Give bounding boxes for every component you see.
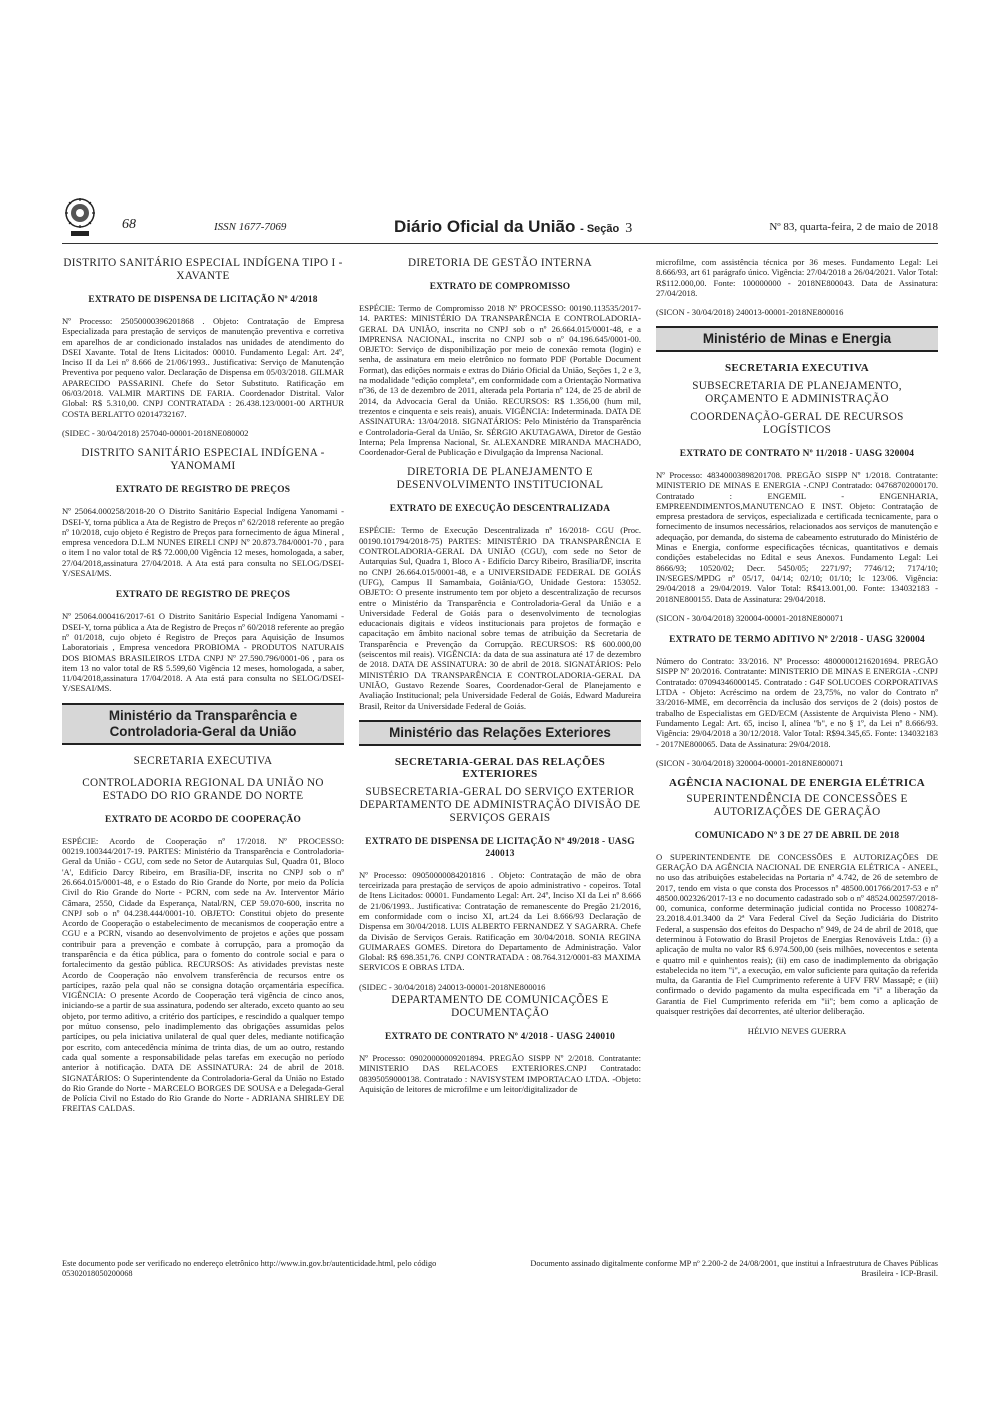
gazette-title-text: Diário Oficial da União bbox=[394, 217, 576, 236]
extract-title: COMUNICADO Nº 3 DE 27 DE ABRIL DE 2018 bbox=[694, 830, 900, 841]
extract-title: EXTRATO DE DISPENSA DE LICITAÇÃO Nº 4/2018 bbox=[88, 295, 318, 305]
section-heading: DISTRITO SANITÁRIO ESPECIAL INDÍGENA - YANOMAMI bbox=[81, 447, 325, 473]
section-label: - Seção bbox=[580, 223, 620, 235]
ministry-banner: Ministério da Transparência e Controladoria-Geral da União bbox=[62, 703, 344, 745]
imprensa-nacional-seal-icon bbox=[62, 197, 98, 241]
extract-title: EXTRATO DE CONTRATO Nº 11/2018 - UASG 320004 bbox=[679, 448, 915, 459]
sicon-reference: (SICON - 30/04/2018) 320004-00001-2018NE800071 bbox=[656, 612, 844, 623]
extract-body: ESPÉCIE: Termo de Execução Descentralizada nº 16/2018- CGU (Proc. 00190.101794/2018-75) PARTES: MINISTÉRIO DA TRANSPARÊNCIA E CONTROLADORIA-GERAL DA UNIÃO (CGU), com sede no Setor de Autarquias Sul, Quadra 1, Bloco A - Edifício Darcy Ribeiro, Brasília/DF, inscrita no CNPJ 26.664.015/0001-48, e a UNIVERSIDADE FEDERAL DE GOIÁS (UFG), Campus II Samambaia, Goiânia/GO, Unidade Gestora: 153052. OBJETO: O presente instrumento tem por objeto a descentralização de recursos entre o Ministério da Transparência e Controladoria-Geral da União e a Universidade Federal de Goiás para o desenvolvimento de tecnologias educacionais digitais e vídeos institucionais para projetos de formação e capacitação em âmbito nacional sobre temas de atribuição da Secretaria de Transparência e Prevenção da Corrupção. RECURSOS: R$ 600.000,00 (seiscentos mil reais). VIGÊNCIA: da data de sua assinatura até 17 de dezembro de 2018. DATA DE ASSINATURA: 30 de abril de 2018. SIGNATÁRIOS: Pelo MINISTÉRIO DA TRANSPARÊNCIA E CONTROLADORIA-GERAL DA UNIÃO, Gustavo Rezende Soares, Coordenador-Geral de Planejamento e Avaliação Institucional; pela Universidade Federal de Goiás, Edward Madureira Brasil, Reitor da Universidade Federal de Goiás. bbox=[359, 525, 641, 711]
extract-title: EXTRATO DE COMPROMISSO bbox=[429, 282, 571, 292]
ministry-banner: Ministério de Minas e Energia bbox=[656, 326, 938, 352]
extract-body: Nº Processo: 09020000009201894. PREGÃO SISPP Nº 2/2018. Contratante: MINISTERIO DAS RELACOES EXTERIORES.CNPJ Contratado: 08395059000138. Contratado : NAVISYSTEM IMPORTACAO LTDA. -Objeto: Aquisição de leitores de microfilme e um leitor/digitalizador de bbox=[359, 1053, 641, 1094]
sicon-reference: (SICON - 30/04/2018) 240013-00001-2018NE800016 bbox=[656, 307, 844, 318]
section-number: 3 bbox=[625, 221, 633, 236]
extract-body: Nº Processo: 48340003898201708. PREGÃO SISPP Nº 1/2018. Contratante: MINISTERIO DE MINAS E ENERGIA -.CNPJ Contratado: 04768702000170. Contratado : ENGEMIL - ENGENHARIA, EMPREENDIMENTOS,MANUTENCAO E INST. Objeto: Contratação de empresa prestadora de serviços, especializada e certificada tecnicamente, para o fornecimento de insumos necessários, relacionados aos serviços de manutenção e adequação, por demanda, do sistema de cabeamento estruturado do Ministério de Minas e Energia, conforme especificações técnicas, quantitativos e demais condições estabelecidas no Edital e seus Anexos. Fundamento Legal: Lei 8666/93; 10520/02; Decr. 5450/05; 2271/97; 7746/12; 7174/10; IN/SEGES/MPDG nº 05/17, 04/14; 02/10; 01/10; lc 123/06. Vigência: 29/04/2018 a 29/04/2019. Valor Total: R$413.001,00. Fonte: 134032183 - 2018NE800155. Data de Assinatura: 29/04/2018. bbox=[656, 469, 938, 604]
gazette-title bbox=[394, 217, 632, 237]
page-number: 68 bbox=[122, 217, 136, 232]
extract-title: EXTRATO DE REGISTRO DE PREÇOS bbox=[115, 485, 291, 496]
extract-title: EXTRATO DE REGISTRO DE PREÇOS bbox=[115, 590, 291, 601]
section-heading: SUBSECRETARIA DE PLANEJAMENTO, ORÇAMENTO E ADMINISTRAÇÃO bbox=[692, 379, 902, 405]
extract-title: EXTRATO DE CONTRATO Nº 4/2018 - UASG 240010 bbox=[384, 1032, 616, 1043]
gazette-page bbox=[62, 215, 938, 1278]
extract-body: O SUPERINTENDENTE DE CONCESSÕES E AUTORIZAÇÕES DE GERAÇÃO DA AGÊNCIA NACIONAL DE ENERGIA ELÉTRICA - ANEEL, no uso das atribuições estabelecidas na Portaria nº 4.742, de 26 de setembro de 2017, tendo em vista o que consta dos Processos nº 48500.001766/2017-53 e nº 48500.002326/2017-13 e no documento cadastrado sob o nº 48524.002597/2018-00, comunica, conforme determinação judicial contida no Processo 1008274-23.2018.4.01.3400 da 2ª Vara Federal Cível da Seção Judiciária do Distrito Federal, a suspensão dos efeitos do Despacho nº 949, de 24 de abril de 2018, que determinou à Fotowatio do Brasil Projetos de Energias Renováveis Ltda.: (i) a aplicação de multa no valor R$ 6.974.500,00 (seis milhões, novecentos e setenta e quatro mil e quinhentos reais); (ii) em caso de inadimplemento da obrigação estabelecida no item "i", a execução, em valor suficiente para quitação da referida multa, da Garantia de Fiel Cumprimento referente à UFV FRV Massapê; e (iii) confirmado o devido pagamento da multa especificada em "i" a liberação da Garantia de Fiel Cumprimento referida em "ii"; bem como a aplicação de quaisquer restrições daí decorrentes, até ulterior deliberação. bbox=[656, 851, 938, 1017]
extract-title: EXTRATO DE TERMO ADITIVO Nº 2/2018 - UASG 320004 bbox=[669, 635, 925, 646]
extract-body: microfilme, com assistência técnica por 36 meses. Fundamento Legal: Lei 8.666/93, art 61 parágrafo único. Vigência: 27/04/2018 a 26/04/2021. Valor Total: R$112.000,00. Fonte: 100000000 - 2018NE800043. Data de Assinatura: 27/04/2018. bbox=[656, 257, 938, 298]
extract-title: EXTRATO DE EXECUÇÃO DESCENTRALIZADA bbox=[389, 504, 611, 515]
digital-signature-note: Documento assinado digitalmente conforme MP nº 2.200-2 de 24/08/2001, que institui a Infraestrutura de Chaves Públicas Brasileira - ICP-Brasil. bbox=[530, 1259, 938, 1278]
verification-note: Este documento pode ser verificado no endereço eletrônico http://www.in.gov.br/autenticidade.html, pelo código 05302018050200068 bbox=[62, 1259, 437, 1278]
signature: HÉLVIO NEVES GUERRA bbox=[747, 1026, 847, 1037]
section-heading: COORDENAÇÃO-GERAL DE RECURSOS LOGÍSTICOS bbox=[690, 410, 904, 436]
section-heading: AGÊNCIA NACIONAL DE ENERGIA ELÉTRICA bbox=[669, 777, 925, 790]
section-heading: SECRETARIA EXECUTIVA bbox=[724, 362, 870, 375]
extract-body: Nº 25064.000258/2018-20 O Distrito Sanitário Especial Indígena Yanomami - DSEI-Y, torna pública a Ata de Registro de Preços nº 62/2018 referente ao pregão nº 10/2018, cujo objeto é Registro de Preços para fornecimento de água Mineral , empresa vencedora D.L.M NUNES EIRELI CNPJ Nº 20.873.784/0001-70 , para o item I no valor total de R$ 72.000,00 Vigência 12 meses, homologada, a saber, 27/04/2018,assinatura 27/04/2018. A Ata está para consulta no SELOG/DSEI-Y/SESAI/MS. bbox=[62, 506, 344, 579]
sidec-reference: (SIDEC - 30/04/2018) 240013-00001-2018NE800016 bbox=[359, 981, 546, 992]
section-heading: SECRETARIA EXECUTIVA bbox=[133, 754, 273, 767]
extract-body: Número do Contrato: 33/2016. Nº Processo: 48000001216201694. PREGÃO SISPP Nº 20/2016. Contratante: MINISTERIO DE MINAS E ENERGIA -.CNPJ Contratado: 07094346000145. Contratado : G4F SOLUCOES CORPORATIVAS LTDA - Objeto: Acréscimo na ordem de 23,75%, no valor do Contrato nº 33/2016-MME, em decorrência da inclusão dos serviços de 2 (dois) postos de trabalho de Especialistas em GED/ECM (Assistente de Arquivista Pleno - NM). Fundamento Legal: Art. 65, inciso I, alínea "b", e no § 1º, da Lei nº 8.666/93. Vigência: 29/04/2018 a 30/12/2018. Valor Total: R$94.345,65. Fonte: 134032183 - 2017NE800065. Data de Assinatura: 29/04/2018. bbox=[656, 656, 938, 749]
section-heading: DIRETORIA DE GESTÃO INTERNA bbox=[407, 257, 593, 269]
extract-title: EXTRATO DE DISPENSA DE LICITAÇÃO Nº 49/2018 - UASG 240013 bbox=[365, 836, 635, 859]
edition-date: Nº 83, quarta-feira, 2 de maio de 2018 bbox=[769, 221, 938, 233]
extract-body: Nº 25064.000416/2017-61 O Distrito Sanitário Especial Indígena Yanomami - DSEI-Y, torna pública a Ata de Registro de Preços nº 60/2018 referente ao pregão nº 01/2018, cujo objeto é Registro de Preços para Aquisição de Insumos Laboratoriais , Empresa vencedora PROBIOMA - PRODUTOS NATURAIS DOS BIOMAS BRASILEIROS LTDA CNPJ Nº 27.590.796/0001-06 , para os item 13 no valor total de R$ 5.599,60 Vigência 12 meses, homologada, a saber, 11/04/2018,assinatura 17/04/2018. A Ata está para consulta no SELOG/DSEI-Y/SESAI/MS. bbox=[62, 611, 344, 694]
column-3 bbox=[656, 257, 938, 1045]
column-1 bbox=[62, 257, 344, 1123]
section-heading: DISTRITO SANITÁRIO ESPECIAL INDÍGENA TIPO I - XAVANTE bbox=[63, 257, 343, 282]
extract-body: ESPÉCIE: Acordo de Cooperação nº 17/2018. Nº PROCESSO: 00219.100344/2017-19. PARTES: Ministério da Transparência e Controladoria-Geral da União - CGU, com sede no Setor de Autarquias Sul, Quadra 01, Bloco 'A', Edifício Darcy Ribeiro, em Brasília-DF, inscrita no CNPJ sob o nº 26.664.015/0001-48, e o Estado do Rio Grande do Norte, por meio da Polícia Civil do Rio Grande do Norte - PCRN, com sede na Av. Interventor Mário Câmara, 2550, Cidade da Esperança, Natal/RN, CEP 59.070-600, inscrita no CNPJ sob o nº 04.238.444/0001-10. OBJETO: Constitui objeto do presente Acordo de Cooperação o estabelecimento de mecanismos de cooperação entre a CGU e a PCRN, visando ao desenvolvimento de projetos e ações que possam contribuir para a prevenção e combate à corrupção, para a promoção da transparência e da ética pública, para o fomento do controle social e para o fortalecimento da gestão pública. RECURSOS: As atividades previstas neste Acordo de Cooperação não envolvem transferência de recursos entre os partícipes, razão pela qual não se consigna dotação orçamentária específica. VIGÊNCIA: O presente Acordo de Cooperação terá vigência de cinco anos, iniciando-se a partir de sua assinatura, podendo ser alterado, exceto quanto ao seu objeto, por termo aditivo, a critério dos partícipes, e rescindido a qualquer tempo por mútuo consenso, pelo inadimplemento das obrigações assumidas pelos partícipes, ou pela iniciativa unilateral de qual quer deles, mediante notificação por escrito, com antecedência mínima de trinta dias, de um ao outro, restando cada qual somente a responsabilidade pelas tarefas em execução no período anterior à notificação. DATA DE ASSINATURA: 24 de abril de 2018. SIGNATÁRIOS: O Superintendente da Controladoria-Geral da União no Estado do Rio Grande do Norte - MARCELO BORGES DE SOUSA e a Delegada-Geral de Polícia Civil no Estado do Rio Grande do Norte - ADRIANA SHIRLEY DE FREITAS CALDAS. bbox=[62, 835, 344, 1114]
ministry-banner: Ministério das Relações Exteriores bbox=[359, 720, 641, 746]
extract-body: ESPÉCIE: Termo de Compromisso 2018 Nº PROCESSO: 00190.113535/2017-14. PARTES: MINISTÉRIO DA TRANSPARÊNCIA E CONTROLADORIA-GERAL DA UNIÃO, inscrita no CNPJ sob o nº 26.664.015/0001-48, e a IMPRENSA NACIONAL, inscrita no CNPJ sob o nº 04.196.645/0001-00. OBJETO: Serviço de disponibilização por meio de conexão remota (login) e senha, de assinatura em meio eletrônico no formato PDF (Portable Document Format), das edições normais e extras do Diário Oficial da União, Seções 1, 2 e 3, na modalidade "edição completa", em conformidade com a Orientação Normativa nº36, de 13 de dezembro de 2011, alterada pela Portaria nº 124, de 25 de abril de 2014, da Advocacia Geral da União. RECURSOS: R$ 1.356,00 (hum mil, trezentos e cinquenta e seis reais), anuais. VIGÊNCIA: Indeterminada. DATA DE ASSINATURA: 13/04/2018. SIGNATÁRIOS: Pelo Ministério da Transparência e Controladoria-Geral da União, Sr. SÉRGIO AKUTAGAWA, Diretor de Gestão Interna; Pela Imprensa Nacional, Sr. ALEXANDRE MIRANDA MACHADO, Coordenador-Geral de Publicação e Divulgação da Imprensa Nacional. bbox=[359, 303, 641, 458]
column-2 bbox=[359, 257, 641, 1103]
issn: ISSN 1677-7069 bbox=[214, 221, 287, 233]
section-heading: CONTROLADORIA REGIONAL DA UNIÃO NO ESTADO DO RIO GRANDE DO NORTE bbox=[82, 776, 324, 802]
page-header bbox=[62, 215, 938, 244]
extract-title: EXTRATO DE ACORDO DE COOPERAÇÃO bbox=[105, 814, 301, 825]
section-heading: SECRETARIA-GERAL DAS RELAÇÕES EXTERIORES bbox=[394, 755, 606, 781]
sidec-reference: (SIDEC - 30/04/2018) 257040-00001-2018NE080002 bbox=[62, 427, 249, 438]
section-heading: SUBSECRETARIA-GERAL DO SERVIÇO EXTERIOR DEPARTAMENTO DE ADMINISTRAÇÃO DIVISÃO DE SERVIÇOS GERAIS bbox=[359, 785, 641, 824]
section-heading: SUPERINTENDÊNCIA DE CONCESSÕES E AUTORIZAÇÕES DE GERAÇÃO bbox=[686, 792, 908, 818]
extract-body: Nº Processo: 09050000084201816 . Objeto: Contratação de mão de obra terceirizada para prestação de serviços de apoio administrativo - copeiros. Total de Itens Licitados: 00001. Fundamento Legal: Art. 24º, Inciso XI da Lei nº 8.666 de 21/06/1993.. Justificativa: Contratação de remanescente do Pregão 21/2016, em conformidade com o inciso XI, art.24 da Lei 8.666/93 Declaração de Dispensa em 30/04/2018. LUIS ALBERTO FERNANDEZ Y SAGARRA. Chefe da Divisão de Serviços Gerais. Ratificação em 30/04/2018. SONIA REGINA GUIMARAES GOMES. Diretora do Departamento de Administração. Valor Global: R$ 698.351,76. CNPJ CONTRATADA : 08.764.312/0001-83 MAXIMA SERVICOS E OBRAS LTDA. bbox=[359, 869, 641, 973]
sicon-reference: (SICON - 30/04/2018) 320004-00001-2018NE800071 bbox=[656, 757, 844, 768]
section-heading: DIRETORIA DE PLANEJAMENTO E DESENVOLVIMENTO INSTITUCIONAL bbox=[396, 466, 604, 492]
extract-body: Nº Processo: 25050000396201868 . Objeto: Contratação de Empresa Especializada para prestação de serviços de manutenção preventiva e corretiva em aparelhos de ar condicionado instalados nas unidades de atendimento do DSEI Xavante. Total de Itens Licitados: 00010. Fundamento Legal: Art. 24º, Inciso II da Lei nº 8.666 de 21/06/1993.. Justificativa: Serviço de Manutenção Preventiva por pequeno valor. Declaração de Dispensa em 05/03/2018. GILMAR APARECIDO PASSARINI. Chefe do Setor Substituto. Ratificação em 06/03/2018. VALMIR MARTINS DE FARIA. Coordenador Distrital. Valor Global: R$ 5.310,00. CNPJ CONTRATADA : 26.438.123/0001-00 ARTHUR COSTA BERLATTO 02014732167. bbox=[62, 316, 344, 419]
section-heading: DEPARTAMENTO DE COMUNICAÇÕES E DOCUMENTAÇÃO bbox=[391, 994, 609, 1020]
